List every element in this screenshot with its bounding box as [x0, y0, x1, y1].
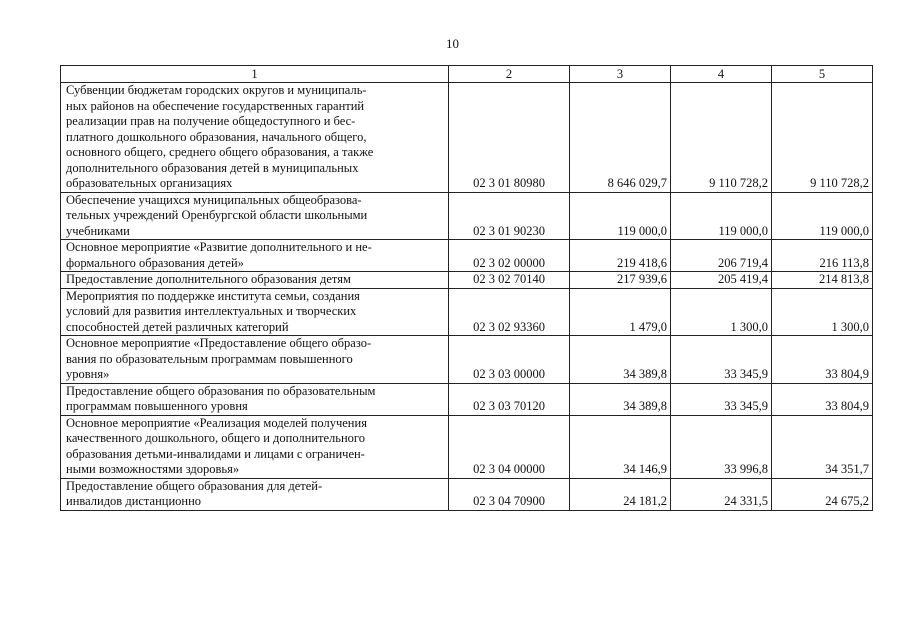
row-description: Предоставление общего образования для детей- инвалидов дистанционно	[61, 478, 449, 510]
row-description: Субвенции бюджетам городских округов и муниципаль- ных районов на обеспечение государственных гарантий реализации прав на получение общедоступного и бес- платного дошкольного образования, начального общего, основного общего, среднего общего образования, а также дополнительного образования детей в муниципальных образовательных организациях	[61, 83, 449, 193]
row-description: Мероприятия по поддержке института семьи, создания условий для развития интеллектуальных и творческих способностей детей различных категорий	[61, 288, 449, 336]
row-value-col3: 119 000,0	[570, 192, 671, 240]
budget-table	[60, 65, 873, 511]
row-value-col4: 206 719,4	[671, 240, 772, 272]
table-row	[61, 288, 873, 336]
row-description: Обеспечение учащихся муниципальных общеобразова- тельных учреждений Оренбургской области школьными учебниками	[61, 192, 449, 240]
table-row	[61, 478, 873, 510]
column-header-1: 1	[61, 66, 449, 83]
row-value-col4: 33 345,9	[671, 336, 772, 384]
row-value-col3: 24 181,2	[570, 478, 671, 510]
column-header-4: 4	[671, 66, 772, 83]
table-row	[61, 192, 873, 240]
row-value-col5: 214 813,8	[772, 272, 873, 289]
row-value-col4: 33 996,8	[671, 415, 772, 478]
row-value-col4: 9 110 728,2	[671, 83, 772, 193]
row-value-col3: 8 646 029,7	[570, 83, 671, 193]
row-code: 02 3 02 00000	[449, 240, 570, 272]
row-value-col3: 34 389,8	[570, 336, 671, 384]
column-header-5: 5	[772, 66, 873, 83]
column-header-2: 2	[449, 66, 570, 83]
row-description: Предоставление общего образования по образовательным программам повышенного уровня	[61, 383, 449, 415]
row-value-col5: 34 351,7	[772, 415, 873, 478]
row-value-col3: 219 418,6	[570, 240, 671, 272]
table-row	[61, 383, 873, 415]
row-value-col4: 24 331,5	[671, 478, 772, 510]
row-value-col5: 119 000,0	[772, 192, 873, 240]
row-description: Предоставление дополнительного образования детям	[61, 272, 449, 289]
header-row	[61, 66, 873, 83]
row-value-col5: 33 804,9	[772, 383, 873, 415]
table-row	[61, 415, 873, 478]
row-value-col5: 216 113,8	[772, 240, 873, 272]
row-value-col3: 34 146,9	[570, 415, 671, 478]
row-value-col3: 217 939,6	[570, 272, 671, 289]
row-description: Основное мероприятие «Реализация моделей получения качественного дошкольного, общего и дополнительного образования детьми-инвалидами и лицами с ограничен- ными возможностями здоровья»	[61, 415, 449, 478]
table-row	[61, 240, 873, 272]
row-code: 02 3 04 00000	[449, 415, 570, 478]
row-code: 02 3 02 70140	[449, 272, 570, 289]
row-code: 02 3 01 80980	[449, 83, 570, 193]
table-row	[61, 83, 873, 193]
row-code: 02 3 03 00000	[449, 336, 570, 384]
row-value-col4: 119 000,0	[671, 192, 772, 240]
row-value-col4: 1 300,0	[671, 288, 772, 336]
column-header-3: 3	[570, 66, 671, 83]
row-value-col3: 1 479,0	[570, 288, 671, 336]
page-number: 10	[446, 36, 459, 51]
row-value-col5: 9 110 728,2	[772, 83, 873, 193]
row-value-col4: 33 345,9	[671, 383, 772, 415]
row-code: 02 3 02 93360	[449, 288, 570, 336]
row-value-col5: 33 804,9	[772, 336, 873, 384]
row-value-col5: 24 675,2	[772, 478, 873, 510]
row-code: 02 3 03 70120	[449, 383, 570, 415]
row-value-col4: 205 419,4	[671, 272, 772, 289]
row-code: 02 3 01 90230	[449, 192, 570, 240]
table-row	[61, 336, 873, 384]
row-value-col3: 34 389,8	[570, 383, 671, 415]
row-code: 02 3 04 70900	[449, 478, 570, 510]
row-description: Основное мероприятие «Предоставление общего образо- вания по образовательным программам повышенного уровня»	[61, 336, 449, 384]
row-description: Основное мероприятие «Развитие дополнительного и не- формального образования детей»	[61, 240, 449, 272]
table-row	[61, 272, 873, 289]
row-value-col5: 1 300,0	[772, 288, 873, 336]
